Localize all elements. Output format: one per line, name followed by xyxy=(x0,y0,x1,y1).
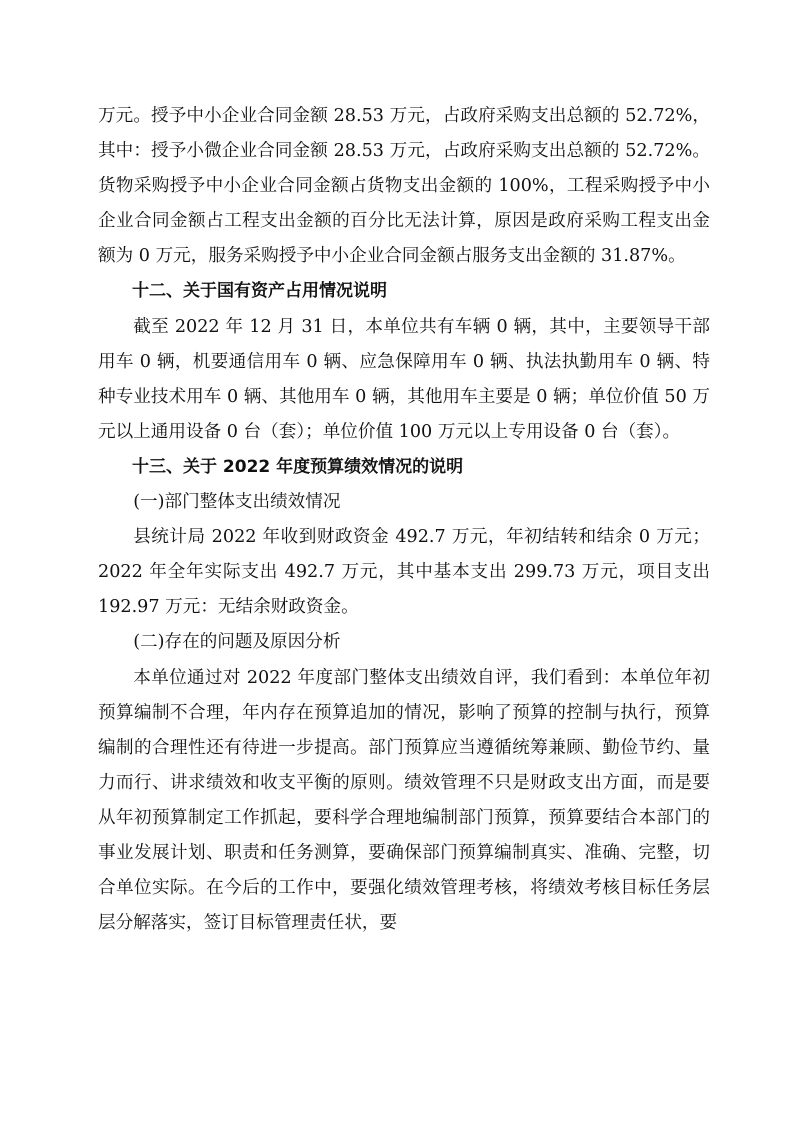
section-heading-12: 十二、关于国有资产占用情况说明 xyxy=(132,281,387,302)
section-heading-13: 十三、关于 2022 年度预算绩效情况的说明 xyxy=(132,456,464,477)
subheading-1: (一)部门整体支出绩效情况 xyxy=(133,492,341,513)
subheading-2: (二)存在的问题及原因分析 xyxy=(133,632,341,653)
paragraph-overall: 县统计局 2022 年收到财政资金 492.7 万元，年初结转和结余 0 万元；2022 年全年实际支出 492.7 万元，其中基本支出 299.73 万元，项目支出 192.97 万元：无结余财政资金。 xyxy=(98,527,710,618)
paragraph-assets: 截至 2022 年 12 月 31 日，本单位共有车辆 0 辆，其中，主要领导干部用车 0 辆，机要通信用车 0 辆、应急保障用车 0 辆、执法执勤用车 0 辆、特种专业技术用车 0 辆、其他用车 0 辆，其他用车主要是 0 辆；单位价值 50 万元以上通用设备 0 台（套）；单位价值 100 万元以上专用设备 0 台（套）。 xyxy=(98,316,710,442)
document-body xyxy=(98,99,710,941)
paragraph-procurement: 万元。授予中小企业合同金额 28.53 万元，占政府采购支出总额的 52.72%，其中：授予小微企业合同金额 28.53 万元，占政府采购支出总额的 52.72%。货物采购授予中小企业合同金额占货物支出金额的 100%，工程采购授予中小企业合同金额占工程支出金额的百分比无法计算，原因是政府采购工程支出金额为 0 万元，服务采购授予中小企业合同金额占服务支出金额的 31.87%。 xyxy=(98,106,710,267)
paragraph-problems: 本单位通过对 2022 年度部门整体支出绩效自评，我们看到：本单位年初预算编制不合理，年内存在预算追加的情况，影响了预算的控制与执行，预算编制的合理性还有待进一步提高。部门预算应当遵循统筹兼顾、勤俭节约、量力而行、讲求绩效和收支平衡的原则。绩效管理不只是财政支出方面，而是要从年初预算制定工作抓起，要科学合理地编制部门预算，预算要结合本部门的事业发展计划、职责和任务测算，要确保部门预算编制真实、准确、完整，切合单位实际。在今后的工作中，要强化绩效管理考核，将绩效考核目标任务层层分解落实，签订目标管理责任状，要 xyxy=(98,667,710,934)
